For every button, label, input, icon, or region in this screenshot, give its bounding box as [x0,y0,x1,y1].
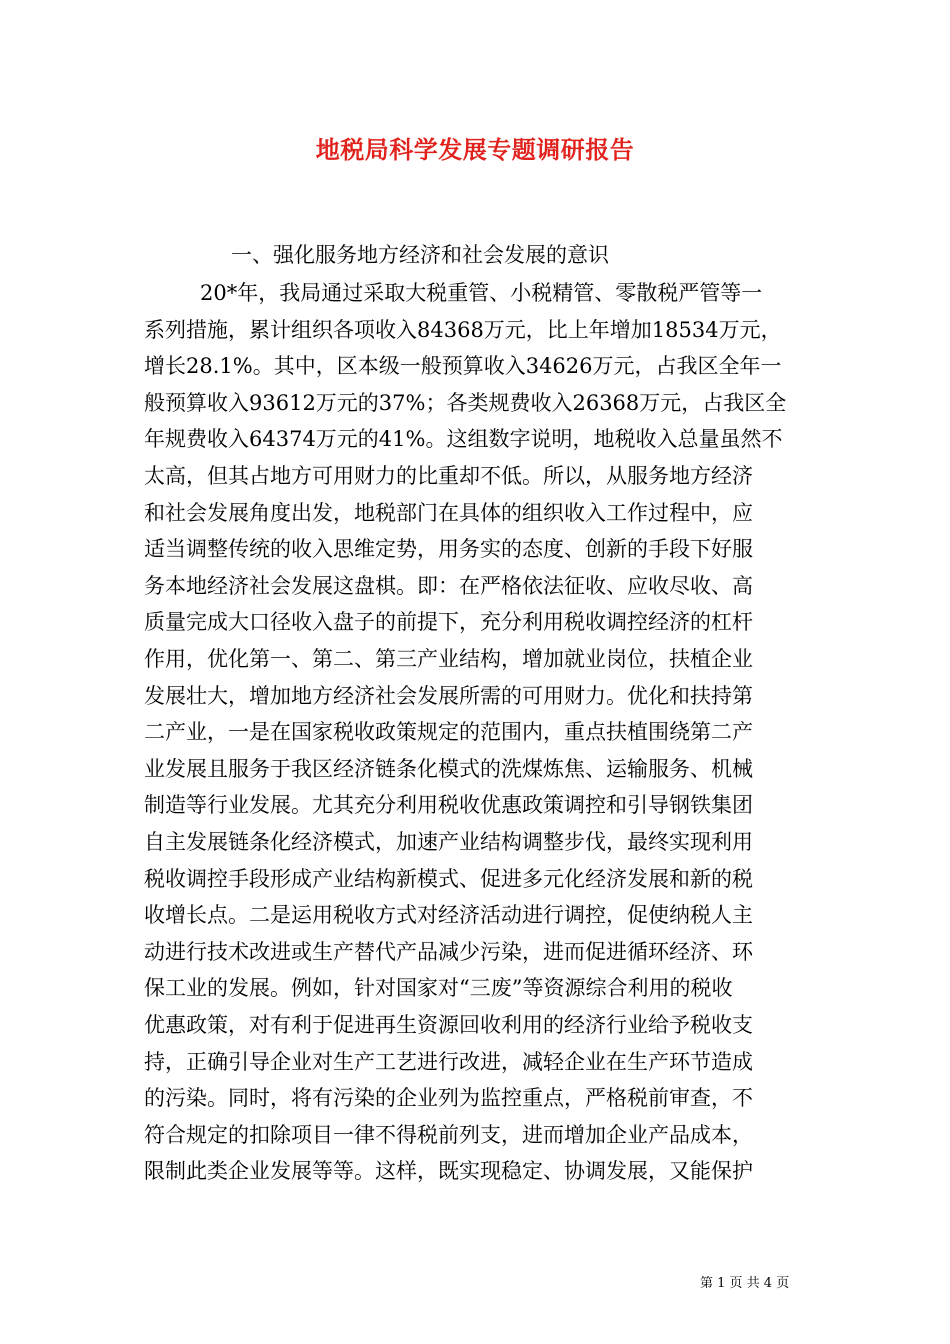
body-line: 质量完成大口径收入盘子的前提下，充分利用税收调控经济的杠杆 [144,610,753,635]
body-line: 太高，但其占地方可用财力的比重却不低。所以，从服务地方经济 [144,464,753,488]
body-line: 业发展且服务于我区经济链条化模式的洗煤炼焦、运输服务、机械 [144,756,753,781]
body-line: 和社会发展角度出发，地税部门在具体的组织收入工作过程中，应 [144,500,753,525]
body-line: 动进行技术改进或生产替代产品减少污染，进而促进循环经济、环 [144,939,753,964]
body-line: 系列措施，累计组织各项收入84368万元，比上年增加18534万元， [144,317,782,342]
body-line: 持，正确引导企业对生产工艺进行改进，减轻企业在生产环节造成 [144,1049,753,1074]
body-line: 20*年，我局通过采取大税重管、小税精管、零散税严管等一 [200,281,763,305]
body-line: 符合规定的扣除项目一律不得税前列支，进而增加企业产品成本， [144,1122,753,1147]
body-line: 适当调整传统的收入思维定势，用务实的态度、创新的手段下好服 [144,537,753,562]
page-number-footer: 第 1 页 共 4 页 [700,1276,790,1291]
body-line: 税收调控手段形成产业结构新模式、促进多元化经济发展和新的税 [144,866,753,891]
body-line: 般预算收入93612万元的37%；各类规费收入26368万元，占我区全 [144,390,787,415]
body-line: 年规费收入64374万元的41%。这组数字说明，地税收入总量虽然不 [144,427,783,452]
body-line: 优惠政策，对有利于促进再生资源回收利用的经济行业给予税收支 [144,1013,753,1037]
document-title: 地税局科学发展专题调研报告 [315,135,635,164]
body-line: 自主发展链条化经济模式，加速产业结构调整步伐，最终实现利用 [144,830,753,854]
body-line: 发展壮大，增加地方经济社会发展所需的可用财力。优化和扶持第 [144,683,753,708]
body-line: 限制此类企业发展等等。这样，既实现稳定、协调发展，又能保护 [144,1159,753,1184]
body-line: 务本地经济社会发展这盘棋。即：在严格依法征收、应收尽收、高 [144,573,753,598]
section-heading: 一、强化服务地方经济和社会发展的意识 [231,243,609,267]
body-line: 作用，优化第一、第二、第三产业结构，增加就业岗位，扶植企业 [144,647,753,671]
body-line: 的污染。同时，将有污染的企业列为监控重点，严格税前审查，不 [144,1086,753,1111]
body-line: 保工业的发展。例如，针对国家对“三废”等资源综合利用的税收 [144,976,733,1001]
body-line: 收增长点。二是运用税收方式对经济活动进行调控，促使纳税人主 [144,903,753,928]
body-line: 二产业，一是在国家税收政策规定的范围内，重点扶植围绕第二产 [144,720,753,745]
body-line: 制造等行业发展。尤其充分利用税收优惠政策调控和引导钢铁集团 [144,793,753,818]
body-line: 增长28.1%。其中，区本级一般预算收入34626万元，占我区全年一 [144,354,782,379]
